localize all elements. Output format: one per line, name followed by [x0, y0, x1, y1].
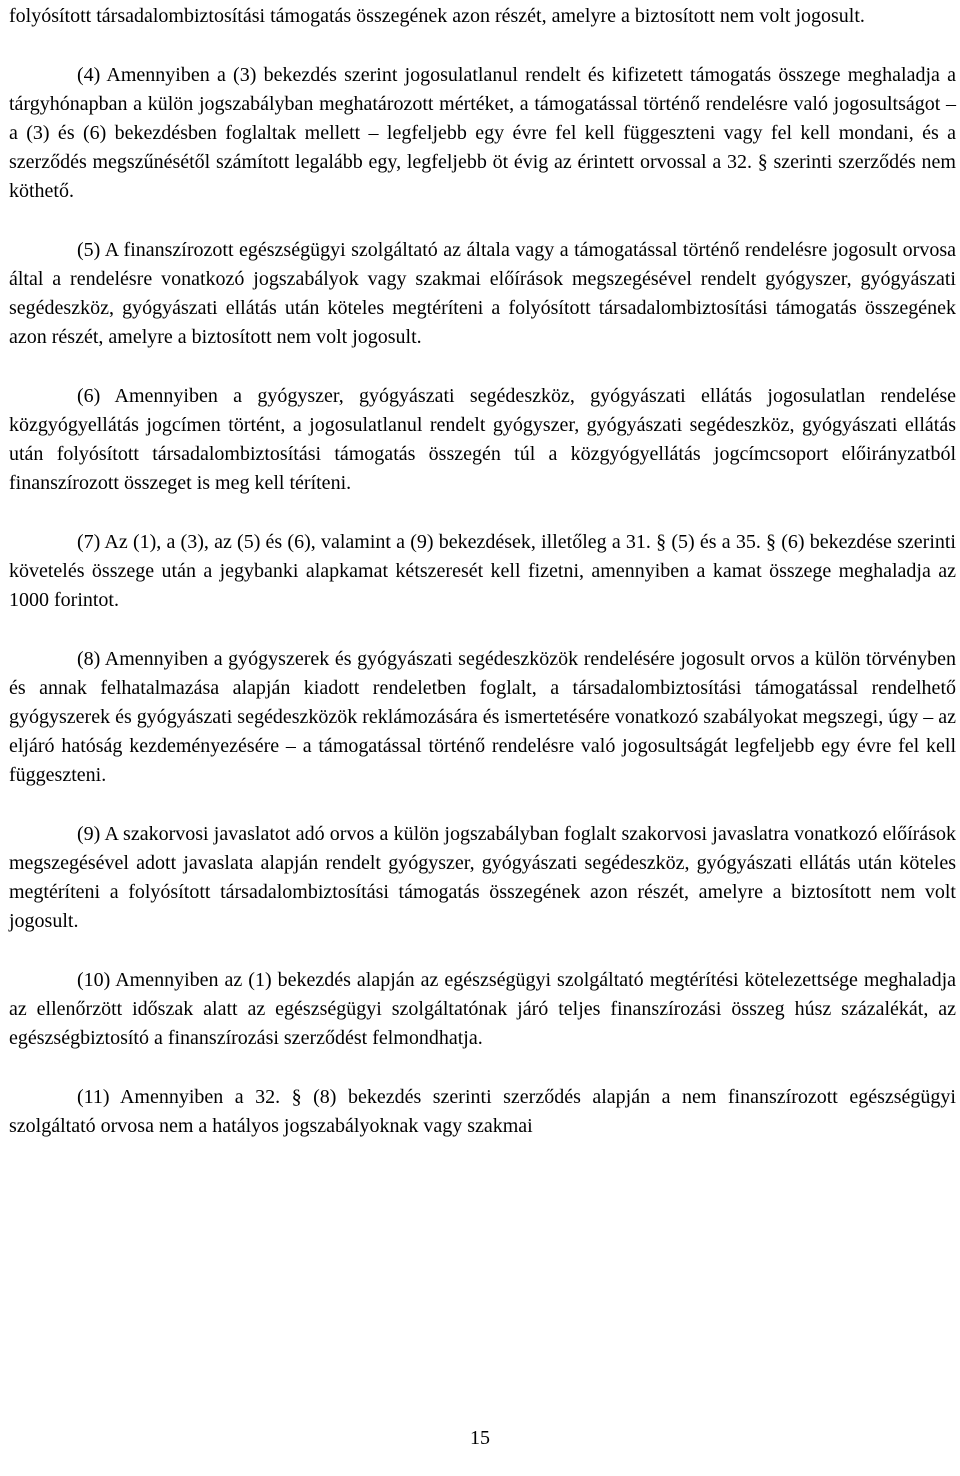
page-number: 15 — [470, 1427, 490, 1449]
paragraph-5: (5) A finanszírozott egészségügyi szolgáltató az általa vagy a támogatással történő rendelésre jogosult orvosa által a rendelésre vonatkozó jogszabályok vagy szakmai előírások megszegésével rendelt gyógyszer, gyógyászati segédeszköz, gyógyászati ellátás után köteles megtéríteni a folyósított társadalombiztosítási támogatás összegének azon részét, amelyre a biztosított nem volt jogosult. — [9, 239, 956, 348]
paragraph-10: (10) Amennyiben az (1) bekezdés alapján az egészségügyi szolgáltató megtérítési kötelezettsége meghaladja az ellenőrzött időszak alatt az egészségügyi szolgáltatónak járó teljes finanszírozási összeg húsz százalékát, az egészségbiztosító a finanszírozási szerződést felmondhatja. — [9, 969, 956, 1049]
paragraph-6: (6) Amennyiben a gyógyszer, gyógyászati segédeszköz, gyógyászati ellátás jogosulatlan rendelése közgyógyellátás jogcímen történt, a jogosulatlanul rendelt gyógyszer, gyógyászati segédeszköz, gyógyászati ellátás után folyósított társadalombiztosítási támogatás összegén túl a közgyógyellátás jogcímcsoport előirányzatból finanszírozott összeget is meg kell téríteni. — [9, 385, 956, 494]
paragraph-4: (4) Amennyiben a (3) bekezdés szerint jogosulatlanul rendelt és kifizetett támogatás összege meghaladja a tárgyhónapban a külön jogszabályban meghatározott mértéket, a támogatással történő rendelésre való jogosultságot – a (3) és (6) bekezdésben foglaltak mellett – legfeljebb egy évre fel kell függeszteni vagy fel kell mondani, és a szerződés megszűnésétől számított legalább egy, legfeljebb öt évig az érintett orvossal a 32. § szerinti szerződés nem köthető. — [9, 64, 956, 202]
paragraph-8: (8) Amennyiben a gyógyszerek és gyógyászati segédeszközök rendelésére jogosult orvos a külön törvényben és annak felhatalmazása alapján kiadott rendeletben foglalt, a társadalombiztosítási támogatással rendelhető gyógyszerek és gyógyászati segédeszközök reklámozására és ismertetésére vonatkozó szabályokat megszegi, úgy – az eljáró hatóság kezdeményezésére – a támogatással történő rendelésre való jogosultságát legfeljebb egy évre fel kell függeszteni. — [9, 648, 956, 786]
document-body — [9, 2, 956, 1171]
paragraph-11: (11) Amennyiben a 32. § (8) bekezdés szerinti szerződés alapján a nem finanszírozott egészségügyi szolgáltató orvosa nem a hatályos jogszabályoknak vagy szakmai — [9, 1086, 956, 1137]
paragraph-continuation: folyósított társadalombiztosítási támogatás összegének azon részét, amelyre a biztosított nem volt jogosult. — [9, 5, 865, 27]
paragraph-9: (9) A szakorvosi javaslatot adó orvos a külön jogszabályban foglalt szakorvosi javaslatra vonatkozó előírások megszegésével adott javaslata alapján rendelt gyógyszer, gyógyászati segédeszköz, gyógyászati ellátás után köteles megtéríteni a folyósított társadalombiztosítási támogatás összegének azon részét, amelyre a biztosított nem volt jogosult. — [9, 823, 956, 932]
paragraph-7: (7) Az (1), a (3), az (5) és (6), valamint a (9) bekezdések, illetőleg a 31. § (5) és a 35. § (6) bekezdése szerinti követelés összege után a jegybanki alapkamat kétszeresét kell fizetni, amennyiben a kamat összege meghaladja az 1000 forintot. — [9, 531, 956, 611]
